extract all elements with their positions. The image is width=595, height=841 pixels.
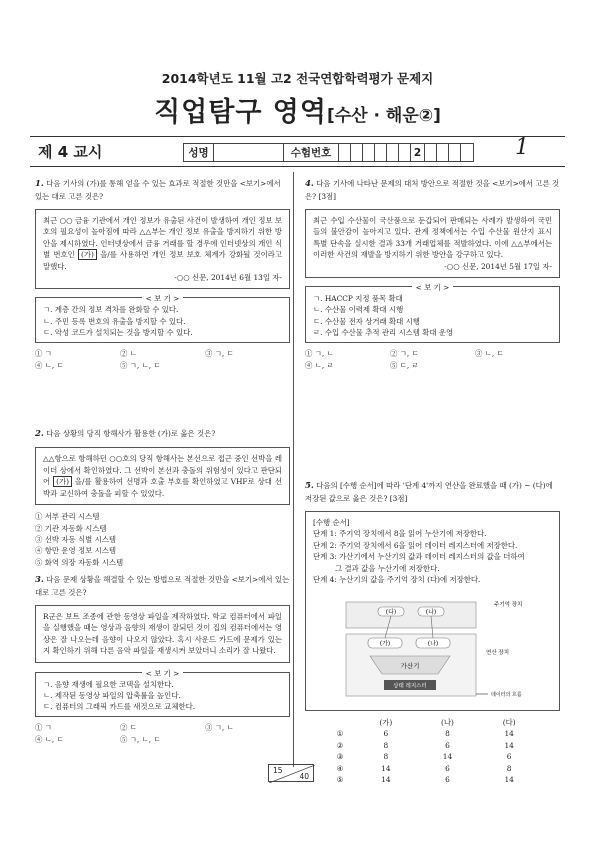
q2-passage: △△항으로 항해하던 ○○호의 당직 항해사는 본선으로 접근 중인 선박을 레이더 상에서 확인하였다. 그 선박이 본선과 충돌의 위험성이 있다고 판단되어 (가) 을/를 활용하여 선명과 호출 부호를 확인하였고 VHF로 상대 선박과 교신하여 충돌을 피할 수 있었다. bbox=[35, 447, 290, 505]
q4-options bbox=[305, 348, 560, 372]
table-header: (나) bbox=[441, 717, 454, 727]
exam-title bbox=[0, 90, 595, 129]
exam-no-box[interactable] bbox=[449, 144, 461, 161]
q4-bogi-label: < 보 기 > bbox=[412, 283, 454, 292]
q2-text: 다음 상황의 당직 항해사가 활용한 (가)로 옳은 것은? bbox=[46, 429, 216, 438]
exam-no-box[interactable] bbox=[461, 144, 473, 161]
title-sub: [수산 · 해운②] bbox=[326, 106, 441, 126]
label-flow-legend: 데이터의 흐름 bbox=[491, 691, 522, 698]
q1-option-3[interactable]: ③ ㄱ, ㄷ bbox=[205, 348, 234, 358]
label-memory: 주기억 장치 bbox=[494, 601, 523, 608]
q5-steps-title: [수행 순서] bbox=[313, 517, 350, 527]
q1-option-5[interactable]: ⑤ ㄱ, ㄴ, ㄷ bbox=[120, 361, 161, 371]
table-header: (가) bbox=[379, 717, 393, 727]
q3-bogi bbox=[35, 668, 290, 717]
memory-block bbox=[346, 602, 476, 628]
q3-bogi-item: ㄷ. 컴퓨터의 그래픽 카드를 새것으로 교체한다. bbox=[43, 702, 196, 712]
q1-passage: 최근 ○○ 금융 기관에서 개인 정보가 유출된 사건이 발생하여 개인 정보 보호의 필요성이 높아짐에 따라 △△부는 개인 정보 유출을 방지하기 위한 방안을 제시하였다. 인터넷상에서 금융 거래를 할 경우에 인터넷상의 개인 식별 번호인 (가) 을/를 사용하면 개인 정보 보호 체계가 강화될 것이라고 말했다. -○○ 신문, 2014년 6월 13일 자- bbox=[35, 209, 290, 290]
exam-no-box[interactable] bbox=[339, 144, 351, 161]
title-main: 직업탐구 영역 bbox=[154, 97, 327, 128]
info-table bbox=[183, 143, 474, 162]
q1-bogi-item: ㄴ. 주민 등록 번호의 유출을 방지할 수 있다. bbox=[43, 316, 186, 326]
q5-steps-box bbox=[305, 511, 560, 711]
q3-option-4[interactable]: ④ ㄴ, ㄷ bbox=[35, 735, 64, 745]
cpu-diagram bbox=[326, 598, 551, 706]
q4-bogi bbox=[305, 282, 560, 343]
exam-no-box[interactable] bbox=[387, 144, 399, 161]
q5-text: 다음의 [수행 순서]에 따라 '단계 4'까지 연산을 완료했을 때 (가) ~ (다)에 저장된 값으로 옳은 것은? [3점] bbox=[305, 481, 553, 504]
q1-option-2[interactable]: ② ㄴ bbox=[120, 348, 137, 358]
q1-options bbox=[35, 348, 290, 372]
q4-text: 다음 기사에 나타난 문제의 대처 방안으로 적절한 것을 <보기>에서 고른 것은? [3점] bbox=[305, 179, 560, 202]
q3-option-1[interactable]: ① ㄱ bbox=[35, 722, 52, 732]
q4-option-3[interactable]: ③ ㄴ, ㄷ bbox=[475, 348, 504, 358]
q1-option-1[interactable]: ① ㄱ bbox=[35, 348, 52, 358]
label-na: (나) bbox=[425, 608, 437, 616]
q3-option-2[interactable]: ② ㄷ bbox=[120, 722, 137, 732]
q4-passage: 최근 수입 수산물이 국산품으로 둔갑되어 판매되는 사례가 발생하여 국민들의 불안감이 높아지고 있다. 관계 정책에서는 수입 수산물 원산지 표시 특별 단속을 실시한 결과 33개 거래업체를 적발하였다. 이에 △△부에서는 이러한 사건의 재발을 방지하기 위한 방안을 강구하고 있다. -○○ 신문, 2014년 5월 17일 자- bbox=[305, 209, 560, 278]
column-divider bbox=[293, 172, 294, 767]
q5-number: 5. bbox=[305, 481, 314, 491]
q1-option-4[interactable]: ④ ㄴ, ㄷ bbox=[35, 361, 64, 371]
q4-bogi-item: ㄱ. HACCP 지정 품목 확대 bbox=[313, 293, 403, 303]
footer-total-pages: 40 bbox=[299, 772, 309, 781]
q2-option-5[interactable]: ⑤ 화역 의장 자동화 시스템 bbox=[35, 557, 124, 567]
q2-option-4[interactable]: ④ 항만 운영 정보 시스템 bbox=[35, 546, 117, 556]
label-da: (다) bbox=[385, 608, 397, 616]
exam-no-digit: 2 bbox=[411, 144, 425, 161]
exam-subtitle: 2014학년도 11월 고2 전국연합학력평가 문제지 bbox=[161, 71, 434, 86]
name-field[interactable] bbox=[214, 144, 284, 161]
q3-options bbox=[35, 722, 290, 746]
table-row[interactable]: ① 6 8 14 bbox=[336, 729, 514, 739]
q1-text: 다음 기사의 (가)를 통해 얻을 수 있는 효과로 적절한 것만을 <보기>에서 있는 대로 고른 것은? bbox=[35, 179, 281, 202]
q1-number: 1. bbox=[35, 179, 44, 189]
q5-step: 그 결과 값을 누산기에 저장한다. bbox=[335, 563, 440, 573]
label-alu: 연산 장치 bbox=[486, 649, 510, 656]
q4-bogi-item: ㄴ. 수산물 이력제 확대 시행 bbox=[313, 305, 404, 315]
q3-passage: R군은 보트 조종에 관한 동영상 파일을 제작하였다. 학교 컴퓨터에서 파일을 실행했을 때는 영상과 음향의 재생이 잘되던 것이 집의 컴퓨터에서는 영상은 잘 나오는데 음향이 나오지 않았다. 혹시 사운드 카드에 문제가 있는지 확인하기 위해 다른 음악 파일을 재생시켜 보았더니 소리가 잘 나왔다. bbox=[35, 605, 290, 663]
name-label: 성명 bbox=[184, 144, 214, 161]
q5-step: 단계 4: 누산기의 값을 주기억 장치 (다)에 저장한다. bbox=[313, 574, 481, 584]
q3-bogi-item: ㄱ. 음향 재생에 필요한 코덱을 설치한다. bbox=[43, 679, 174, 689]
q3-option-5[interactable]: ⑤ ㄱ, ㄴ, ㄷ bbox=[120, 735, 161, 745]
footer-current-page: 15 bbox=[273, 766, 283, 775]
table-row[interactable]: ③ 8 14 6 bbox=[336, 752, 512, 762]
q1-passage-box: (가) bbox=[78, 249, 97, 260]
q3-option-3[interactable]: ③ ㄱ, ㄴ bbox=[205, 722, 234, 732]
q3-bogi-item: ㄴ. 제작된 동영상 파일의 압축률을 높인다. bbox=[43, 690, 181, 700]
q5-step: 단계 1: 주기억 장치에서 8을 읽어 누산기에 저장한다. bbox=[313, 529, 487, 539]
q5-answer-table bbox=[325, 717, 540, 786]
q5-step: 단계 2: 주기억 장치에서 6을 읽어 데이터 레지스터에 저장한다. bbox=[313, 540, 518, 550]
table-row[interactable]: ⑤ 14 6 14 bbox=[336, 774, 514, 784]
question-3 bbox=[35, 574, 290, 746]
exam-no-box[interactable] bbox=[363, 144, 375, 161]
table-row[interactable]: ② 8 6 14 bbox=[336, 740, 514, 750]
q4-option-2[interactable]: ② ㄱ, ㄷ bbox=[390, 348, 419, 358]
table-header-row bbox=[325, 717, 540, 728]
q3-bogi-label: < 보 기 > bbox=[142, 669, 184, 678]
label-adder: 가산기 bbox=[400, 661, 420, 670]
question-5 bbox=[305, 480, 560, 785]
q4-number: 4. bbox=[305, 179, 314, 189]
exam-no-box[interactable] bbox=[425, 144, 437, 161]
exam-no-label: 수험번호 bbox=[284, 144, 339, 161]
q4-option-5[interactable]: ⑤ ㄷ, ㄹ bbox=[390, 361, 419, 371]
q4-source: -○○ 신문, 2014년 5월 17일 자- bbox=[444, 261, 552, 271]
header-rule-bottom bbox=[30, 166, 565, 167]
q4-option-1[interactable]: ① ㄱ, ㄴ bbox=[305, 348, 334, 358]
q1-bogi-item: ㄱ. 계층 간의 정보 격차를 완화할 수 있다. bbox=[43, 305, 179, 315]
question-4 bbox=[305, 178, 560, 372]
question-2 bbox=[35, 428, 290, 568]
q4-option-4[interactable]: ④ ㄴ, ㄹ bbox=[305, 361, 334, 371]
q2-number: 2. bbox=[35, 429, 44, 439]
footer-page-counter bbox=[268, 764, 314, 782]
q2-option-2[interactable]: ② 기관 자동화 시스템 bbox=[35, 523, 107, 533]
q1-bogi-label: < 보 기 > bbox=[142, 294, 184, 303]
exam-no-box[interactable] bbox=[351, 144, 363, 161]
period-label: 제 4 교시 bbox=[38, 143, 103, 161]
table-header: (다) bbox=[502, 717, 516, 727]
question-1 bbox=[35, 178, 290, 372]
q2-options bbox=[35, 511, 290, 568]
label-status: 상태 레지스터 bbox=[393, 683, 427, 690]
q4-bogi-item: ㄹ. 수입 수산물 추적 관리 시스템 확대 운영 bbox=[313, 328, 454, 338]
exam-no-box[interactable] bbox=[437, 144, 449, 161]
q1-source: -○○ 신문, 2014년 6월 13일 자- bbox=[174, 272, 282, 282]
q2-passage-box: (가) bbox=[53, 476, 72, 487]
label-ga: (가) bbox=[379, 640, 391, 648]
label-na-2: (나) bbox=[427, 640, 439, 648]
exam-no-box[interactable] bbox=[375, 144, 387, 161]
page-number: 1 bbox=[515, 135, 529, 160]
q1-bogi-item: ㄷ. 악성 코드가 설치되는 것을 방지할 수 있다. bbox=[43, 328, 193, 338]
exam-no-box[interactable] bbox=[399, 144, 411, 161]
q2-option-3[interactable]: ③ 선박 자동 식별 시스템 bbox=[35, 534, 117, 544]
header-rule-top bbox=[30, 136, 565, 137]
q5-step: 단계 3: 가산기에서 누산기의 값과 데이터 레지스터의 값을 더하여 bbox=[313, 552, 525, 562]
q1-bogi bbox=[35, 294, 290, 342]
q3-text: 다음 문제 상황을 해결할 수 있는 방법으로 적절한 것만을 <보기>에서 있는 대로 고른 것은? bbox=[35, 575, 290, 598]
q3-number: 3. bbox=[35, 575, 44, 585]
table-row[interactable]: ④ 14 6 8 bbox=[336, 763, 512, 773]
q2-option-1[interactable]: ① 서부 관리 시스템 bbox=[35, 512, 100, 522]
q4-bogi-item: ㄷ. 수산물 전자 상거래 확대 시행 bbox=[313, 316, 420, 326]
